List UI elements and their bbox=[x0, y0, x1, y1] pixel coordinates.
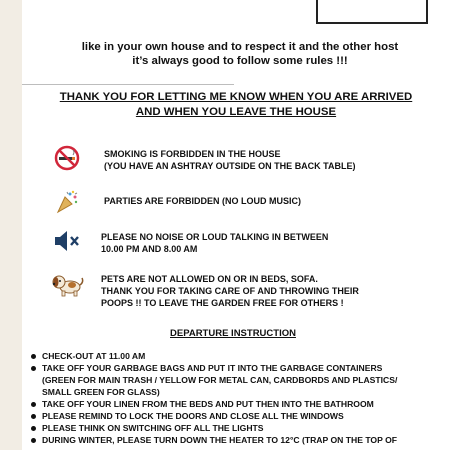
no-smoking-icon bbox=[54, 145, 80, 171]
list-item: DURING WINTER, PLEASE TURN DOWN THE HEATER TO 12°C (TRAP ON THE TOP OF bbox=[28, 434, 450, 446]
mute-speaker-icon bbox=[52, 228, 78, 254]
list-item: TAKE OFF YOUR GARBAGE BAGS AND PUT IT INTO THE GARBAGE CONTAINERS (GREEN FOR MAIN TRASH / YELLOW FOR METAL CAN, CARDBORDS AND PLASTICS/ SMALL GREEN FOR GLASS) bbox=[28, 362, 450, 398]
rule-smoking-line-1: SMOKING IS FORBIDDEN IN THE HOUSE bbox=[104, 149, 281, 159]
rule-pets bbox=[101, 273, 436, 309]
rule-noise bbox=[101, 231, 436, 255]
rule-pets-line-1: PETS ARE NOT ALLOWED ON OR IN BEDS, SOFA. bbox=[101, 274, 318, 284]
list-item: CHECK-OUT AT 11.00 AM bbox=[28, 350, 450, 362]
rule-parties-line-1: PARTIES ARE FORBIDDEN (NO LOUD MUSIC) bbox=[104, 196, 301, 206]
divider-line bbox=[22, 84, 234, 85]
arrival-notice bbox=[30, 90, 442, 120]
party-popper-icon bbox=[54, 188, 80, 214]
notice-line-1: THANK YOU FOR LETTING ME KNOW WHEN YOU ARE ARRIVED bbox=[59, 91, 413, 103]
dog-icon bbox=[50, 272, 84, 298]
list-item: PLEASE REMIND TO LOCK THE DOORS AND CLOSE ALL THE WINDOWS bbox=[28, 410, 450, 422]
intro-text bbox=[40, 40, 440, 68]
departure-list bbox=[28, 350, 450, 446]
header-box bbox=[316, 0, 428, 24]
rule-noise-line-1: PLEASE NO NOISE OR LOUD TALKING IN BETWEEN bbox=[101, 232, 329, 242]
notice-line-2: AND WHEN YOU LEAVE THE HOUSE bbox=[135, 106, 337, 118]
intro-line-1: like in your own house and to respect it and the other host bbox=[81, 41, 399, 53]
rule-smoking bbox=[104, 148, 439, 172]
rule-noise-line-2: 10.00 PM AND 8.00 AM bbox=[101, 244, 198, 254]
list-item: TAKE OFF YOUR LINEN FROM THE BEDS AND PUT THEN INTO THE BATHROOM bbox=[28, 398, 450, 410]
rule-smoking-line-2: (YOU HAVE AN ASHTRAY OUTSIDE ON THE BACK TABLE) bbox=[104, 161, 356, 171]
list-item: PLEASE THINK ON SWITCHING OFF ALL THE LIGHTS bbox=[28, 422, 450, 434]
departure-heading: DEPARTURE INSTRUCTION bbox=[170, 328, 296, 339]
left-margin-strip bbox=[0, 0, 22, 450]
rule-parties bbox=[104, 195, 439, 207]
rule-pets-line-3: POOPS !! TO LEAVE THE GARDEN FREE FOR OTHERS ! bbox=[101, 298, 344, 308]
rule-pets-line-2: THANK YOU FOR TAKING CARE OF AND THROWING THEIR bbox=[101, 286, 359, 296]
intro-line-2: it’s always good to follow some rules !!! bbox=[132, 55, 348, 67]
